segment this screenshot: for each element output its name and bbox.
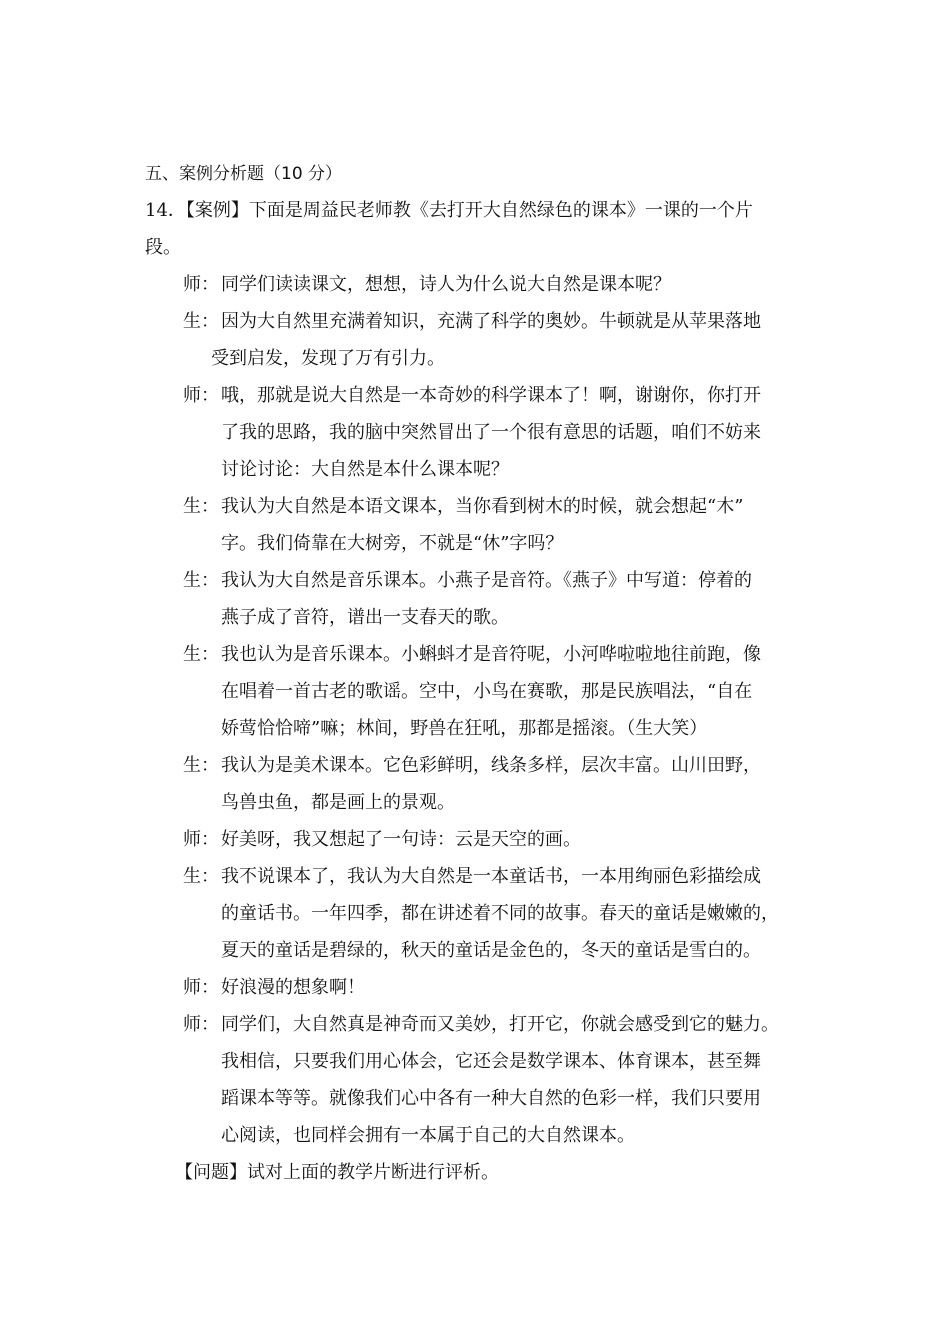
question-line-2: 段。 [145, 237, 181, 258]
dialogue-text: 我认为是美术课本。它色彩鲜明，线条多样，层次丰富。山川田野， [221, 755, 761, 776]
dialogue-text: 同学们读读课文，想想，诗人为什么说大自然是课本呢？ [221, 274, 671, 295]
dialogue-speaker: 师： [183, 829, 219, 850]
dialogue-speaker: 生： [183, 570, 219, 591]
dialogue-text: 字。我们倚靠在大树旁，不就是“休”字吗？ [221, 533, 564, 554]
dialogue-text: 因为大自然里充满着知识，充满了科学的奥妙。牛顿就是从苹果落地 [221, 311, 761, 332]
dialogue-text: 心阅读，也同样会拥有一本属于自己的大自然课本。 [221, 1125, 635, 1146]
dialogue-speaker: 生： [183, 496, 219, 517]
dialogue-speaker: 师： [183, 1014, 219, 1035]
dialogue-speaker: 师： [183, 977, 219, 998]
dialogue-text: 受到启发，发现了万有引力。 [211, 348, 445, 369]
dialogue-text: 的童话书。一年四季，都在讲述着不同的故事。春天的童话是嫩嫩的， [221, 903, 779, 924]
question-prompt: 【问题】试对上面的教学片断进行评析。 [175, 1162, 499, 1183]
dialogue-speaker: 师： [183, 385, 219, 406]
dialogue-text: 我相信，只要我们用心体会，它还会是数学课本、体育课本，甚至舞 [221, 1051, 761, 1072]
section-heading: 五、案例分析题（10 分） [145, 164, 343, 184]
dialogue-text: 好美呀，我又想起了一句诗：云是天空的画。 [221, 829, 581, 850]
dialogue-speaker: 生： [183, 755, 219, 776]
dialogue-text: 我认为大自然是本语文课本，当你看到树木的时候，就会想起“木” [221, 496, 744, 517]
dialogue-text: 好浪漫的想象啊！ [221, 977, 365, 998]
dialogue-text: 燕子成了音符，谱出一支春天的歌。 [221, 607, 509, 628]
dialogue-text: 同学们，大自然真是神奇而又美妙，打开它，你就会感受到它的魅力。 [221, 1014, 779, 1035]
dialogue-text: 在唱着一首古老的歌谣。空中，小鸟在赛歌，那是民族唱法，“自在 [221, 681, 753, 702]
dialogue-text: 了我的思路，我的脑中突然冒出了一个很有意思的话题，咱们不妨来 [221, 422, 761, 443]
dialogue-speaker: 生： [183, 644, 219, 665]
dialogue-text: 蹈课本等等。就像我们心中各有一种大自然的色彩一样，我们只要用 [221, 1088, 761, 1109]
dialogue-text: 我认为大自然是音乐课本。小燕子是音符。《燕子》中写道：停着的 [221, 570, 752, 591]
dialogue-speaker: 师： [183, 274, 219, 295]
dialogue-text: 我也认为是音乐课本。小蝌蚪才是音符呢，小河哗啦啦地往前跑，像 [221, 644, 761, 665]
question-line-1: 14．【案例】下面是周益民老师教《去打开大自然绿色的课本》一课的一个片 [145, 200, 753, 221]
dialogue-text: 哦，那就是说大自然是一本奇妙的科学课本了！啊，谢谢你，你打开 [221, 385, 761, 406]
dialogue-text: 鸟兽虫鱼，都是画上的景观。 [221, 792, 455, 813]
dialogue-text: 我不说课本了，我认为大自然是一本童话书，一本用绚丽色彩描绘成 [221, 866, 761, 887]
dialogue-text: 夏天的童话是碧绿的，秋天的童话是金色的，冬天的童话是雪白的。 [221, 940, 761, 961]
dialogue-speaker: 生： [183, 311, 219, 332]
dialogue-speaker: 生： [183, 866, 219, 887]
dialogue-text: 讨论讨论：大自然是本什么课本呢？ [221, 459, 509, 480]
dialogue-text: 娇莺恰恰啼”嘛；林间，野兽在狂吼，那都是摇滚。（生大笑） [221, 718, 708, 739]
